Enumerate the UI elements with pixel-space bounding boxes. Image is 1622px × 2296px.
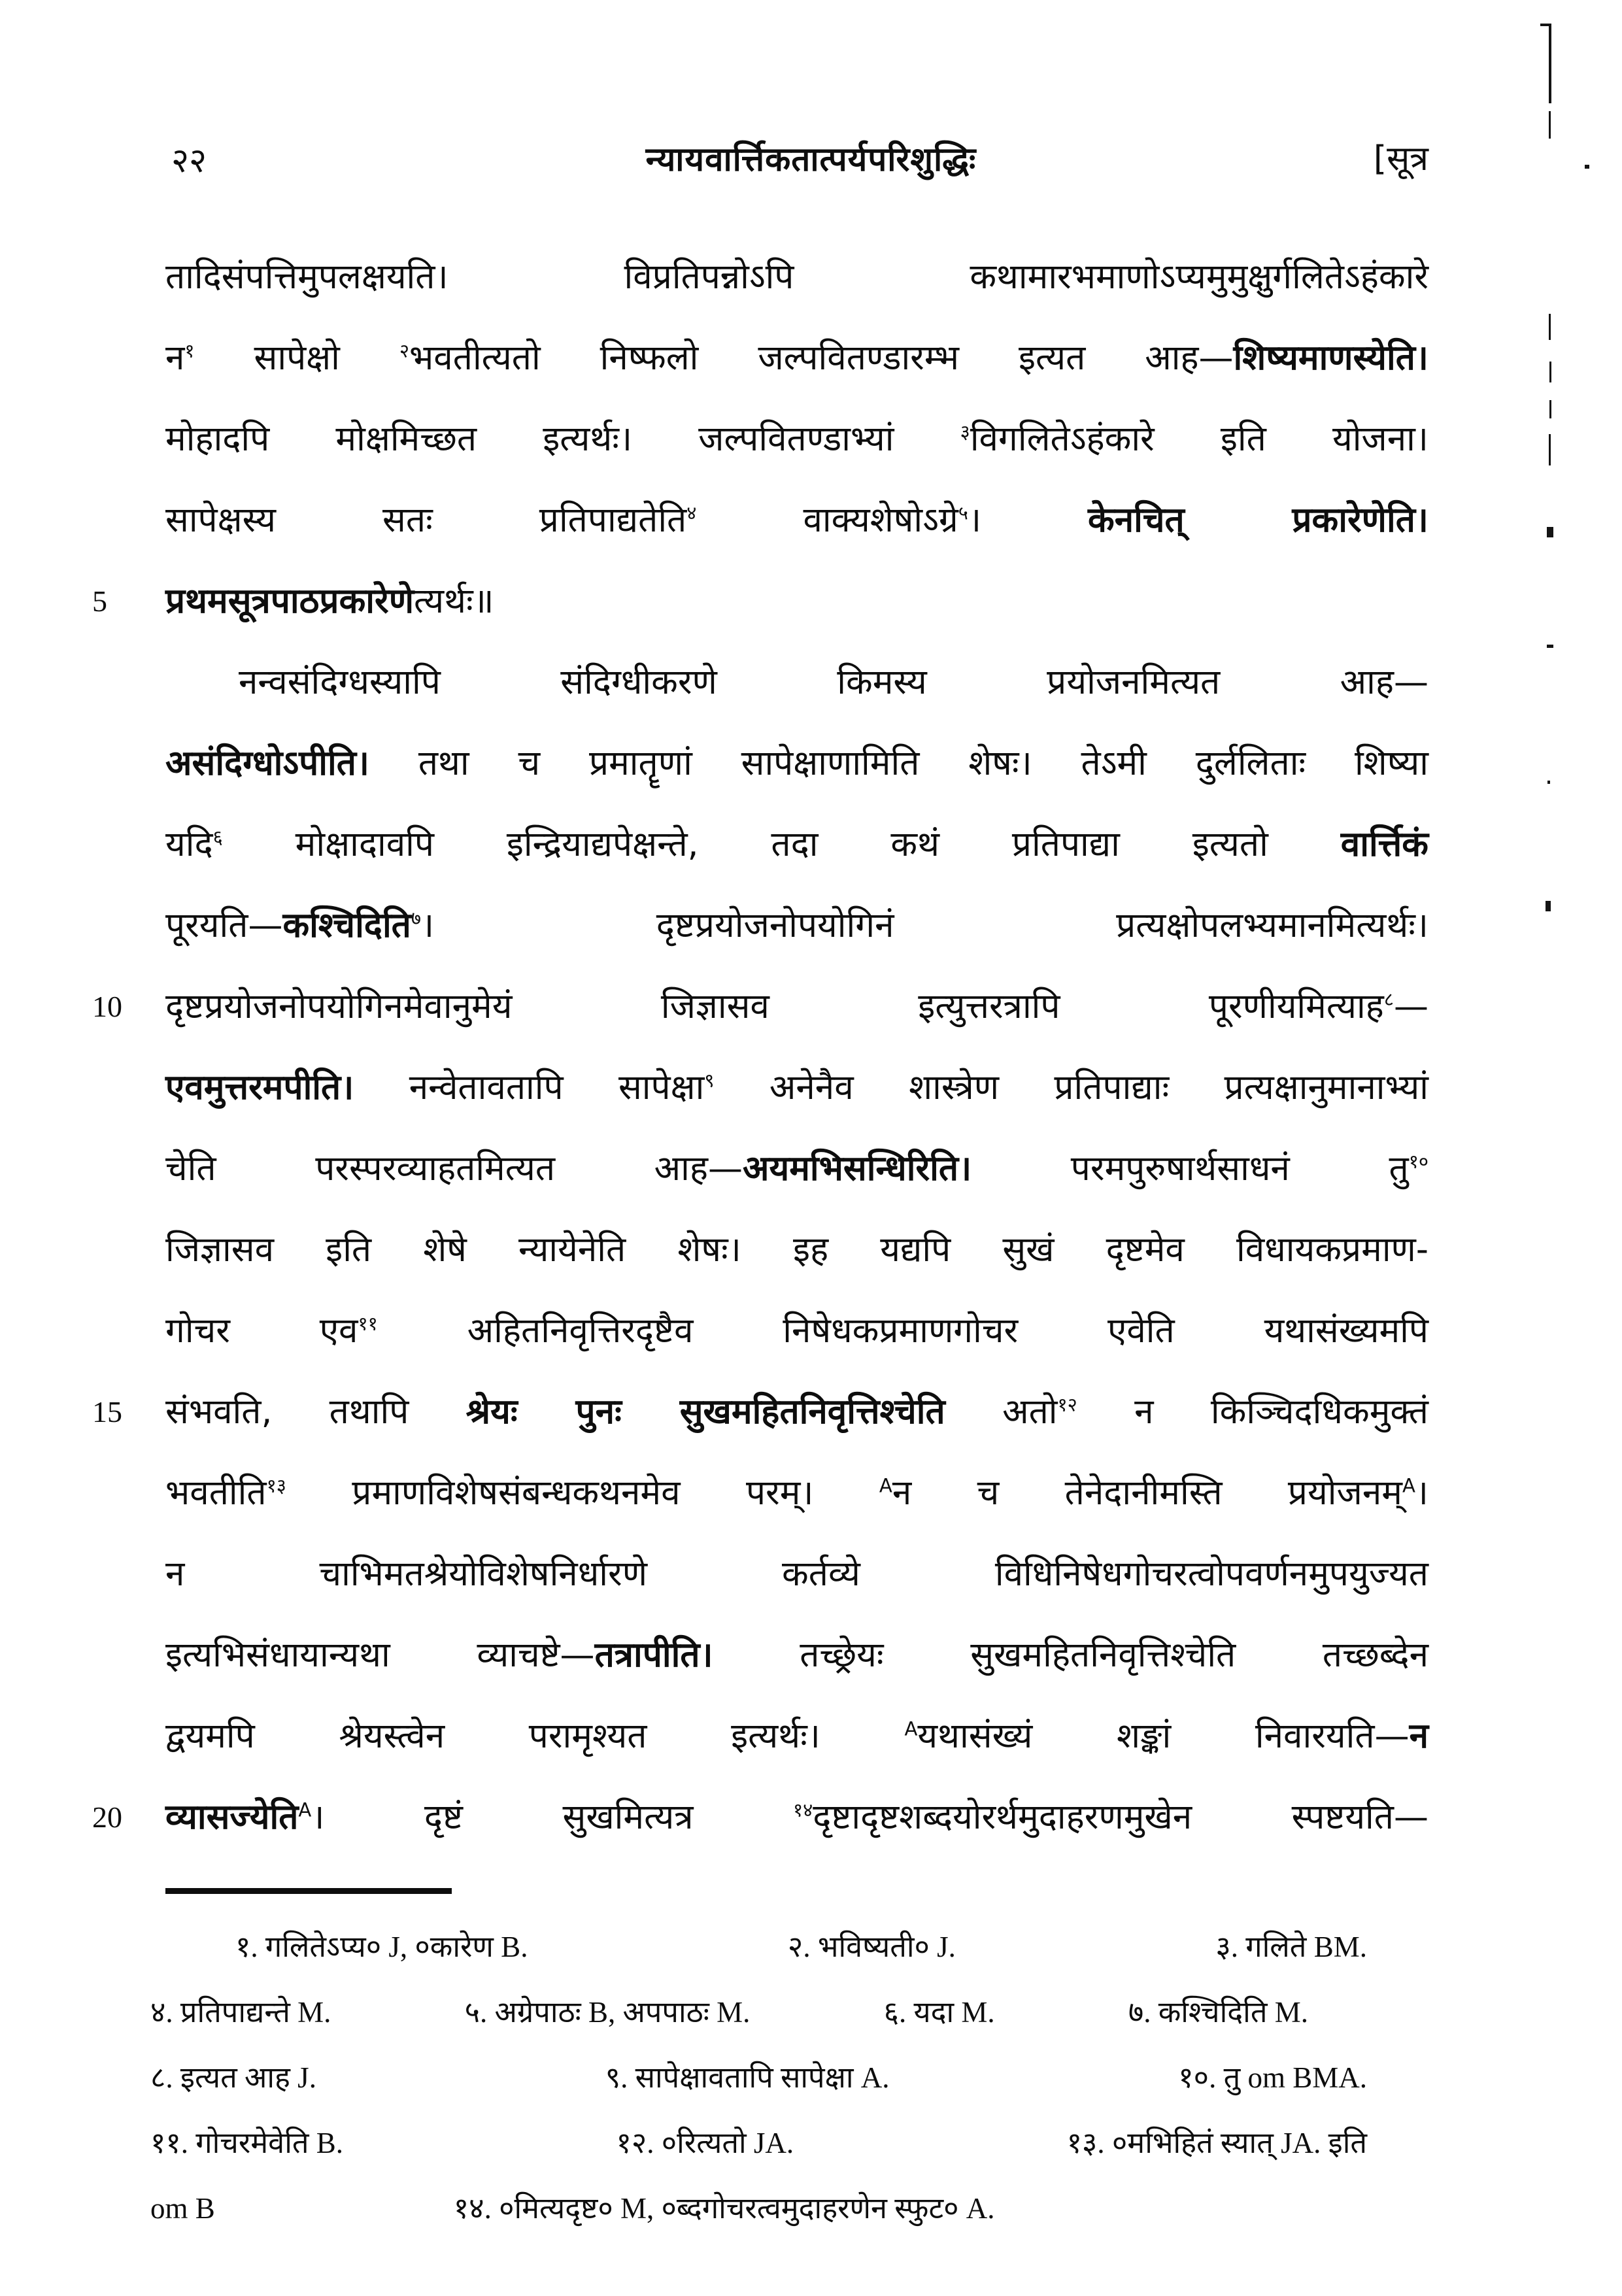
pratika-bold-text: असंदिग्धोऽपीति। (165, 743, 370, 783)
footnote-reference-marker: A (879, 1474, 892, 1497)
text-segment: मोक्षादावपि इन्द्रियाद्यपेक्षन्ते, तदा कथं प्रतिपाद्या इत्यतो (222, 824, 1341, 864)
footnote-entry: १४. ०मित्यदृष्ट० M, ०ब्दगोचरत्वमुदाहरणेन स्फुट० A. (453, 2192, 995, 2225)
scan-artifact (1549, 434, 1551, 465)
text-segment: नन्वसंदिग्धस्यापि संदिग्धीकरणे किमस्य प्रयोजनमित्यत आह— (239, 662, 1428, 702)
body-text-line (165, 642, 1428, 723)
pratika-bold-text: तत्रापीति। (594, 1635, 713, 1675)
footnote-reference-marker: १४ (792, 1798, 813, 1821)
footnote-entry: ६. यदा M. (883, 1996, 995, 2029)
body-text-line (165, 1047, 1428, 1128)
footnote-entry: १०. तु om BMA. (1178, 2061, 1367, 2094)
margin-line-number: 20 (92, 1800, 122, 1834)
text-segment: नन्वेतावतापि सापेक्षा (354, 1068, 705, 1107)
text-segment: द्वयमपि श्रेयस्त्वेन परामृश्यत इत्यर्थः। (165, 1716, 905, 1756)
footnote-reference-marker: ७ (411, 907, 422, 930)
footnote-row (150, 2176, 1429, 2241)
body-text-line (165, 1209, 1428, 1291)
text-segment: अनेनैव शास्त्रेण प्रतिपाद्याः प्रत्यक्षानुमानाभ्यां (714, 1068, 1429, 1107)
pratika-bold-text: वार्त्तिकं (1340, 824, 1428, 864)
pratika-bold-text: श्रेयः पुनः सुखमहितनिवृत्तिश्चेति (465, 1392, 945, 1432)
body-text-line (165, 1696, 1428, 1777)
text-segment: विगलितेऽहंकारे इति योजना। (970, 419, 1428, 459)
footnote-entry: १२. ०रित्यतो JA. (616, 2127, 794, 2159)
body-text-line (165, 1291, 1428, 1372)
footnote-reference-marker: ९ (704, 1069, 715, 1092)
text-segment: तच्छ्रेयः सुखमहितनिवृत्तिश्चेति तच्छब्देन (713, 1635, 1428, 1675)
text-segment: । (1415, 1473, 1428, 1513)
text-segment: सापेक्षस्य सतः प्रतिपाद्यतेति (165, 500, 687, 540)
pratika-bold-text: न (1409, 1716, 1428, 1756)
text-segment: संभवति, तथापि (165, 1392, 466, 1432)
body-text-line (165, 1128, 1428, 1209)
text-segment: अतो (945, 1392, 1058, 1432)
text-segment: यदि (165, 824, 213, 864)
footnote-entry: १. गलितेऽप्य० J, ०कारेण B. (235, 1931, 528, 1963)
footnote-reference-marker: A (298, 1798, 312, 1821)
footnote-reference-marker: ३ (960, 420, 970, 443)
text-segment: अहितनिवृत्तिरदृष्टैव निषेधकप्रमाणगोचर एवेति यथासंख्यमपि (377, 1311, 1428, 1351)
footnote-entry: १३. ०मभिहितं स्यात् JA. इति (1066, 2127, 1367, 2159)
footnote-entry: ११. गोचरमेवेति B. (150, 2127, 344, 2159)
body-text-line (165, 1453, 1428, 1534)
footnote-row (150, 1980, 1429, 2045)
text-segment: सापेक्षो (194, 338, 399, 378)
footnote-entry: २. भविष्यती० J. (787, 1931, 956, 1963)
scan-artifact (1547, 645, 1553, 648)
footnote-row (150, 2045, 1429, 2110)
scan-artifact (1549, 111, 1551, 139)
footnote-reference-marker: A (904, 1717, 918, 1740)
pratika-bold-text: केनचित् प्रकारेणेति। (1088, 500, 1428, 540)
commentary-text-block (92, 237, 1429, 1858)
margin-line-number: 10 (92, 990, 122, 1023)
text-segment: चेति परस्परव्याहतमित्यत आह— (165, 1149, 743, 1189)
footnote-row (150, 2110, 1429, 2176)
scan-artifact (1549, 314, 1551, 340)
footnote-entry: ४. प्रतिपाद्यन्ते M. (150, 1996, 331, 2029)
body-text-line (165, 480, 1428, 561)
footnote-entry: ९. सापेक्षावतापि सापेक्षा A. (605, 2061, 890, 2094)
footnote-reference-marker: १० (1408, 1150, 1428, 1173)
footnote-row (150, 1914, 1429, 1980)
running-header-title: न्यायवार्त्तिकतात्पर्यपरिशुद्धिः (645, 141, 977, 179)
scan-artifact (1585, 165, 1589, 169)
footnote-entry: ३. गलिते BM. (1215, 1931, 1367, 1963)
scan-artifact (1549, 24, 1551, 103)
text-segment: यथासंख्यं शङ्कां निवारयति— (917, 1716, 1410, 1756)
footnote-entry: ७. कश्चिदिति M. (1128, 1996, 1308, 2029)
text-segment: इत्यभिसंधायान्यथा व्याचष्टे— (165, 1635, 595, 1675)
body-text-line (165, 399, 1428, 480)
scan-artifact (1546, 901, 1551, 911)
pratika-bold-text: व्यासज्येति (165, 1797, 299, 1837)
footnotes-block (150, 1914, 1429, 2241)
body-text-line (165, 237, 1428, 318)
pratika-bold-text: अयमभिसन्धिरिति। (743, 1149, 972, 1189)
scan-artifact (1547, 781, 1550, 784)
footnote-reference-marker: ८ (1383, 988, 1394, 1011)
body-text-line (165, 804, 1428, 885)
footnote-reference-marker: ४ (686, 501, 697, 524)
footnote-reference-marker: १ (184, 339, 195, 362)
text-segment: पूरयति— (165, 905, 283, 945)
text-segment: प्रमाणविशेषसंबन्धकथनमेव परम्। (286, 1473, 879, 1513)
body-text-line (165, 723, 1428, 804)
text-segment: त्यर्थः॥ (414, 581, 494, 621)
text-segment: । दृष्टप्रयोजनोपयोगिनं प्रत्यक्षोपलभ्यमानमित्यर्थः। (421, 905, 1428, 945)
footnote-reference-marker: १२ (1057, 1393, 1077, 1416)
body-text-line (92, 1777, 1428, 1858)
text-segment: न च तेनेदानीमस्ति प्रयोजनम् (892, 1473, 1402, 1513)
page-number: २२ (171, 141, 207, 180)
body-text-line (92, 561, 1428, 642)
body-text-line (165, 318, 1428, 399)
pratika-bold-text: प्रथमसूत्रपाठप्रकारेणे (165, 581, 414, 621)
margin-line-number: 5 (92, 584, 107, 618)
running-header-section-marker: [सूत्र (1373, 139, 1428, 178)
footnote-reference-marker: ५ (958, 501, 968, 524)
text-segment: गोचर एव (165, 1311, 358, 1351)
pratika-bold-text: शिष्यमाणस्येति। (1233, 338, 1428, 378)
pratika-bold-text: एवमुत्तरमपीति। (165, 1068, 354, 1107)
footnote-reference-marker: २ (399, 339, 410, 362)
text-segment: न (165, 338, 185, 378)
text-segment: । (968, 500, 1089, 540)
text-segment: न चाभिमतश्रेयोविशेषनिर्धारणे कर्तव्ये विधिनिषेधगोचरत्वोपवर्णनमुपयुज्यत (165, 1554, 1428, 1594)
text-segment: तथा च प्रमातॄणां सापेक्षाणामिति शेषः। तेऽमी दुर्ललिताः शिष्या (369, 743, 1428, 783)
footnote-entry: ५. अग्रेपाठः B, अपपाठः M. (464, 1996, 751, 2029)
footnote-reference-marker: १३ (266, 1474, 286, 1497)
body-text-line (165, 1615, 1428, 1696)
footnote-entry: om B (150, 2192, 215, 2225)
body-text-line (165, 885, 1428, 966)
text-segment: तादिसंपत्तिमुपलक्षयति। विप्रतिपन्नोऽपि कथामारभमाणोऽप्यमुमुक्षुर्गलितेऽहंकारे (165, 257, 1428, 297)
footnote-reference-marker: ११ (358, 1312, 378, 1335)
text-segment: — (1394, 987, 1428, 1026)
text-segment: न किञ्चिदधिकमुक्तं (1077, 1392, 1429, 1432)
text-segment: दृष्टप्रयोजनोपयोगिनमेवानुमेयं जिज्ञासव इत्युत्तरत्रापि पूरणीयमित्याह (165, 987, 1384, 1026)
text-segment: दृष्टादृष्टशब्दयोरर्थमुदाहरणमुखेन स्पष्टयति— (813, 1797, 1428, 1837)
body-text-line (165, 1534, 1428, 1615)
scan-artifact (1547, 527, 1553, 537)
pratika-bold-text: कश्चिदिति (282, 905, 411, 945)
footnote-separator-rule (165, 1888, 452, 1894)
body-text-line (92, 966, 1428, 1047)
text-segment: भवतीत्यतो निष्फलो जल्पवितण्डारम्भ इत्यत आह— (409, 338, 1234, 378)
footnote-reference-marker: A (1402, 1474, 1415, 1497)
text-segment: जिज्ञासव इति शेषे न्यायेनेति शेषः। इह यद्यपि सुखं दृष्टमेव विधायकप्रमाण- (165, 1230, 1428, 1270)
scan-artifact (1549, 400, 1551, 418)
text-segment: वाक्यशेषोऽग्रे (696, 500, 958, 540)
text-segment: । दृष्टं सुखमित्यत्र (311, 1797, 793, 1837)
scan-artifact (1549, 362, 1551, 382)
footnote-entry: ८. इत्यत आह J. (150, 2061, 316, 2094)
body-text-line (92, 1372, 1429, 1453)
text-segment: भवतीति (165, 1473, 267, 1513)
margin-line-number: 15 (92, 1395, 122, 1428)
text-segment: मोहादपि मोक्षमिच्छत इत्यर्थः। जल्पवितण्डाभ्यां (165, 419, 960, 459)
text-segment: परमपुरुषार्थसाधनं तु (972, 1149, 1409, 1189)
footnote-reference-marker: ६ (212, 826, 223, 849)
